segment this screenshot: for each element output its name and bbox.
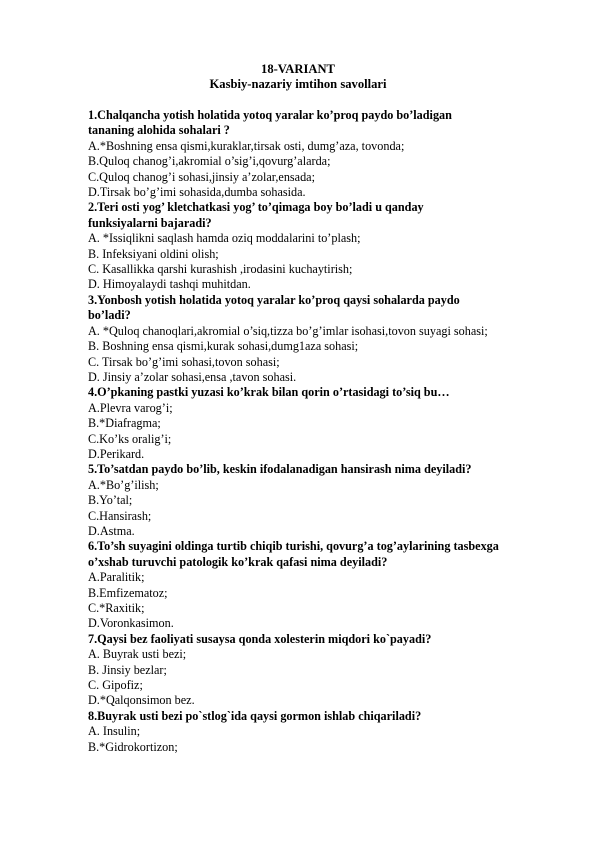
answer-option: A.*Boshning ensa qismi,kuraklar,tirsak osti, dumg’aza, tovonda; (88, 138, 405, 153)
answer-option: C.Hansirash; (88, 508, 152, 523)
question-block (88, 462, 546, 539)
question-block (88, 385, 546, 462)
question-text: 7.Qaysi bez faoliyati susaysa qonda xolesterin miqdori ko`payadi? (88, 631, 432, 646)
question-block (88, 632, 546, 709)
answer-option: B. Infeksiyani oldini olish; (88, 246, 219, 261)
answer-option: B.Yo’tal; (88, 493, 133, 508)
answer-option: A. Insulin; (88, 724, 141, 739)
answer-option: D. Jinsiy a’zolar sohasi,ensa ,tavon sohasi. (88, 369, 297, 384)
question-text: tananing alohida sohalari ? (88, 123, 230, 138)
question-text: bo’ladi? (88, 308, 131, 323)
answer-option: A.Paralitik; (88, 570, 145, 585)
question-text: 6.To’sh suyagini oldinga turtib chiqib turishi, qovurg’a tog’aylarining tasbexga (88, 539, 499, 554)
answer-option: B.*Diafragma; (88, 416, 161, 431)
answer-option: C. Gipofiz; (88, 678, 143, 693)
answer-option: B.*Gidrokortizon; (88, 739, 178, 754)
answer-option: A.*Bo’g’ilish; (88, 477, 159, 492)
answer-option: B. Boshning ensa qismi,kurak sohasi,dumg1aza sohasi; (88, 339, 359, 354)
question-list (88, 108, 546, 755)
answer-option: D.Perikard. (88, 446, 145, 461)
question-block (88, 539, 546, 631)
answer-option: C.*Raxitik; (88, 601, 145, 615)
variant-title: 18-VARIANT (261, 62, 335, 76)
answer-option: D.Voronkasimon. (88, 616, 174, 631)
answer-option: A. *Quloq chanoqlari,akromial o’siq,tizza bo’g’imlar isohasi,tovon suyagi sohasi; (88, 323, 488, 338)
question-text: 8.Buyrak usti bezi po`stlog`ida qaysi gormon ishlab chiqariladi? (88, 708, 422, 723)
question-text: 3.Yonbosh yotish holatida yotoq yaralar ko’proq qaysi sohalarda paydo (88, 292, 460, 307)
answer-option: D. Himoyalaydi tashqi muhitdan. (88, 277, 251, 292)
question-text: 1.Chalqancha yotish holatida yotoq yaralar ko’proq paydo bo’ladigan (88, 108, 452, 122)
exam-subtitle: Kasbiy-nazariy imtihon savollari (209, 77, 387, 91)
question-text: 4.O’pkaning pastki yuzasi ko’krak bilan qorin o’rtasidagi to’siq bu… (88, 385, 450, 400)
question-text: funksiyalarni bajaradi? (88, 215, 212, 230)
answer-option: C. Kasallikka qarshi kurashish ,irodasini kuchaytirish; (88, 262, 353, 277)
answer-option: A. *Issiqlikni saqlash hamda oziq moddalarini to’plash; (88, 231, 361, 246)
answer-option: A. Buyrak usti bezi; (88, 647, 187, 662)
question-block (88, 108, 546, 200)
question-text: 5.To’satdan paydo bo’lib, keskin ifodalanadigan hansirash nima deyiladi? (88, 462, 472, 477)
answer-option: C. Tirsak bo’g’imi sohasi,tovon sohasi; (88, 354, 280, 369)
answer-option: A.Plevra varog’i; (88, 400, 173, 415)
question-block (88, 200, 546, 292)
answer-option: D.Astma. (88, 523, 135, 538)
answer-option: B.Quloq chanog’i,akromial o’sig’i,qovurg’alarda; (88, 154, 331, 169)
answer-option: C.Quloq chanog’i sohasi,jinsiy a’zolar,ensada; (88, 169, 315, 184)
answer-option: C.Ko’ks oralig’i; (88, 431, 172, 446)
answer-option: B.Emfizematoz; (88, 585, 168, 600)
question-text: o’xshab turuvchi patologik ko’krak qafasi nima deyiladi? (88, 554, 388, 569)
question-block (88, 709, 546, 755)
question-text: 2.Teri osti yog’ kletchatkasi yog’ to’qimaga boy bo’ladi u qanday (88, 200, 424, 215)
answer-option: D.Tirsak bo’g’imi sohasida,dumba sohasida. (88, 185, 306, 200)
question-block (88, 293, 546, 385)
answer-option: B. Jinsiy bezlar; (88, 662, 167, 677)
answer-option: D.*Qalqonsimon bez. (88, 693, 195, 708)
